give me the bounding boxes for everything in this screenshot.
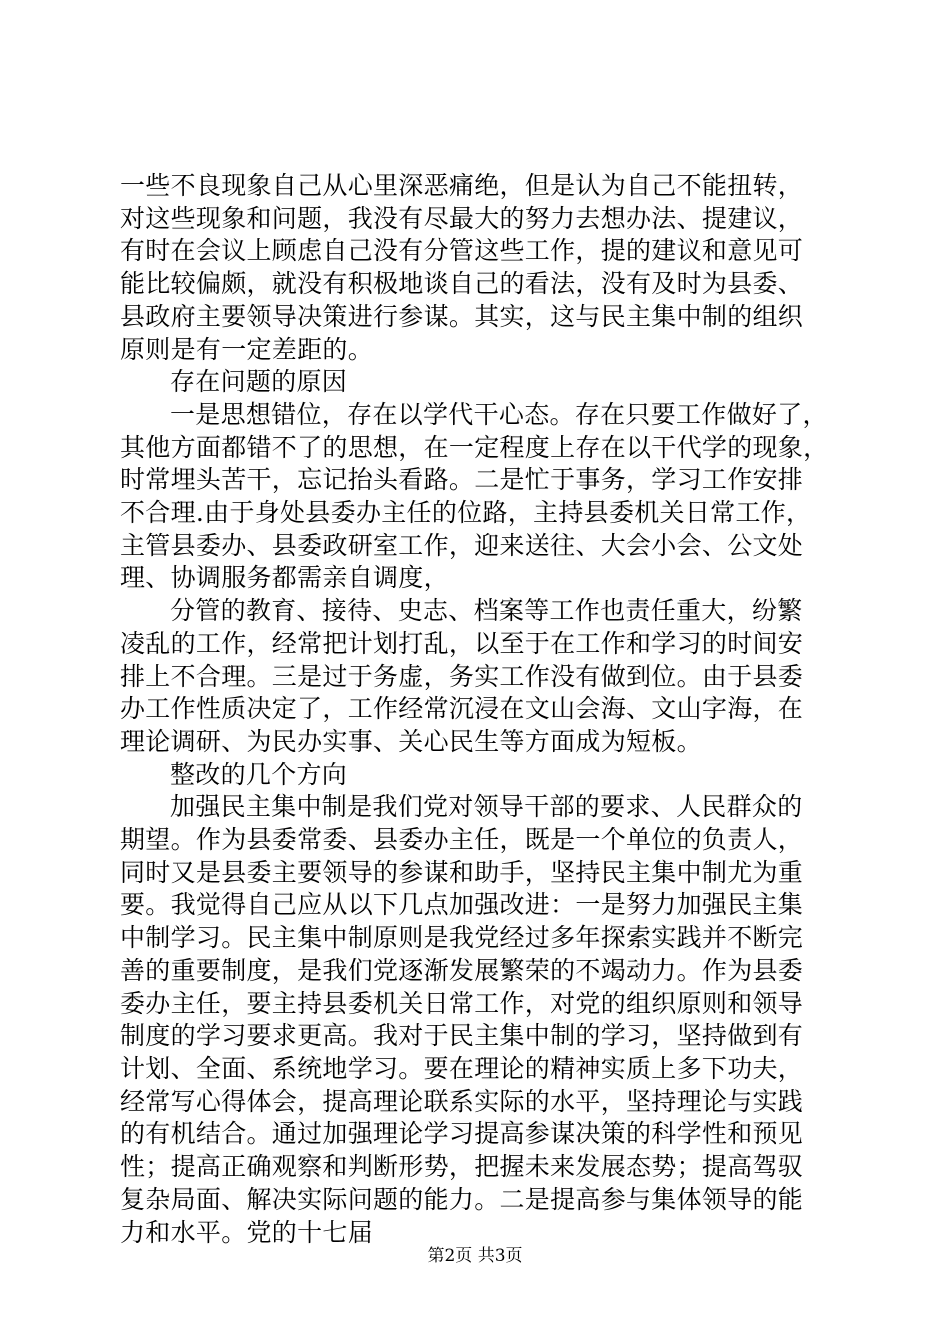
document-body bbox=[120, 170, 836, 1249]
section-heading: 整改的几个方向 bbox=[170, 759, 348, 789]
paragraph: 一是思想错位，存在以学代干心态。存在只要工作做好了， 其他方面都错不了的思想，在一定程度上存在以干代学的现象， 时常埋头苦干，忘记抬头看路。二是忙于事务，学习工作安排 不合理.由于身处县委办主任的位路，主持县委机关日常工作， 主管县委办、县委政研室工作，迎来送往、大会小会、公文处 理、协调服务都需亲自调度， bbox=[120, 399, 829, 593]
paragraph: 一些不良现象自己从心里深恶痛绝，但是认为自己不能扭转， 对这些现象和问题，我没有尽最大的努力去想办法、提建议， 有时在会议上顾虑自己没有分管这些工作，提的建议和意见可 能比较偏颇，就没有积极地谈自己的看法，没有及时为县委、 县政府主要领导决策进行参谋。其实，这与民主集中制的组织 原则是有一定差距的。 bbox=[120, 171, 804, 364]
paragraph: 分管的教育、接待、史志、档案等工作也责任重大，纷繁 凌乱的工作，经常把计划打乱，以至于在工作和学习的时间安 排上不合理。三是过于务虚，务实工作没有做到位。由于县委 办工作性质决定了，工作经常沉浸在文山会海、文山字海，在 理论调研、为民办实事、关心民生等方面成为短板。 bbox=[120, 596, 804, 756]
paragraph: 加强民主集中制是我们党对领导干部的要求、人民群众的 期望。作为县委常委、县委办主任，既是一个单位的负责人， 同时又是县委主要领导的参谋和助手，坚持民主集中制尤为重 要。我觉得自己应从以下几点加强改进：一是努力加强民主集 中制学习。民主集中制原则是我党经过多年探索实践并不断完 善的重要制度，是我们党逐渐发展繁荣的不竭动力。作为县委 委办主任，要主持县委机关日常工作，对党的组织原则和领导 制度的学习要求更高。我对于民主集中制的学习，坚持做到有 计划、全面、系统地学习。要在理论的精神实质上多下功夫， 经常写心得体会，提高理论联系实际的水平，坚持理论与实践 的有机结合。通过加强理论学习提高参谋决策的科学性和预见 性；提高正确观察和判断形势，把握未来发展态势；提高驾驭 复杂局面、解决实际问题的能力。二是提高参与集体领导的能 力和水平。党的十七届 bbox=[120, 792, 804, 1247]
section-heading: 存在问题的原因 bbox=[170, 367, 348, 397]
page-footer: 第2页 共3页 bbox=[427, 1246, 523, 1266]
